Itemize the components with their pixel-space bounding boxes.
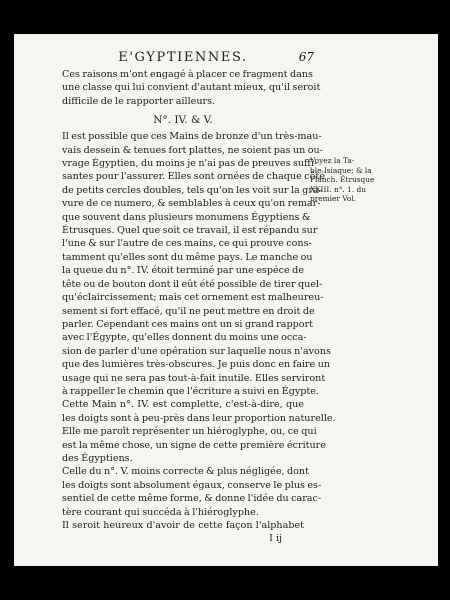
text-line: des Égyptiens.: [62, 452, 133, 464]
text-line: santes pour l'assurer. Elles sont ornées de chaque côté: [62, 171, 325, 183]
text-line: de petits cercles doubles, tels qu'on les voit sur la gra-: [62, 184, 322, 196]
text-line: Ces raisons m'ont engagé à placer ce fragment dans: [62, 69, 313, 80]
text-line: une classe qui lui convient d'autant mieux, qu'il seroit: [62, 82, 321, 94]
running-head: [62, 50, 314, 68]
section-heading: N°. IV. & V.: [153, 114, 213, 127]
text-line: vais dessein & tenues fort plattes, ne soient pas un ou-: [62, 144, 323, 156]
margin-note-line: premier Vol.: [310, 194, 357, 204]
book-page: [14, 34, 438, 566]
text-line: tère courant qui succéda à l'hiéroglyphe.: [62, 506, 259, 518]
signature-mark: I ij: [269, 533, 282, 545]
margin-note-line: Voyez la Ta-: [310, 156, 355, 165]
paragraph-3: [62, 465, 322, 519]
margin-note: [310, 156, 378, 204]
text-line: sion de parler d'une opération sur laquelle nous n'avons: [62, 345, 331, 357]
text-line: difficile de le rapporter ailleurs.: [62, 95, 216, 107]
text-line: sentiel de cette même forme, & donne l'idée du carac-: [62, 493, 322, 505]
text-line: vure de ce numero, & semblables à ceux qu'on remar-: [62, 198, 321, 210]
text-line: sement si fort effacé, qu'il ne peut mettre en droit de: [62, 305, 315, 317]
text-line: Celle du n°. V. moins correcte & plus négligée, dont: [62, 466, 309, 478]
text-line: l'une & sur l'autre de ces mains, ce qui prouve cons-: [62, 238, 312, 250]
text-line: tamment qu'elles sont du même pays. Le manche ou: [62, 251, 313, 263]
text-line: Il est possible que ces Mains de bronze d'un très-mau-: [62, 131, 322, 143]
margin-note-line: XXIII. n°. 1. du: [310, 184, 367, 194]
text-line: vrage Égyptien, du moins je n'ai pas de preuves suffi-: [62, 158, 318, 170]
text-line: avec l'Égypte, qu'elles donnent du moins une occa-: [62, 332, 307, 344]
text-line: usage qui ne sera pas tout-à-fait inutile. Elles serviront: [62, 372, 326, 384]
text-line: que des lumières très-obscures. Je puis donc en faire un: [62, 359, 331, 371]
text-line: à rappeller le chemin que l'écriture a suivi en Égypte.: [62, 385, 319, 397]
text-line: les doigts sont à peu-près dans leur proportion naturelle.: [62, 412, 336, 424]
intro-paragraph: [62, 68, 321, 108]
running-head-title: E'GYPTIENNES.: [118, 50, 248, 65]
text-line: Il seroit heureux d'avoir de cette façon l'alphabet: [62, 520, 304, 531]
margin-note-line: ble Isiaque; & la: [310, 165, 372, 175]
text-line: est la même chose, un signe de cette première écriture: [62, 439, 326, 451]
text-line: les doigts sont absolument égaux, conserve le plus es-: [62, 479, 322, 491]
page-number: 67: [298, 50, 314, 64]
text-line: Cette Main n°. IV. est complette, c'est-à-dire, que: [62, 399, 304, 411]
paragraph-2: [62, 398, 336, 465]
text-line: tête ou de bouton dont il eût été possible de tirer quel-: [62, 278, 323, 290]
text-line: que souvent dans plusieurs monumens Égyptiens &: [62, 211, 311, 223]
text-line: la queue du n°. IV. étoit terminé par une espéce de: [62, 265, 304, 277]
margin-note-line: Planch. Étrusque: [310, 175, 375, 185]
paragraph-4: [62, 519, 304, 532]
text-line: Étrusques. Quel que soit ce travail, il est répandu sur: [62, 225, 318, 237]
paragraph-1: [62, 130, 331, 398]
text-line: qu'éclaircissement; mais cet ornement est malheureu-: [62, 292, 324, 304]
text-line: Elle me paroît représenter un hiéroglyphe, ou, ce qui: [62, 426, 317, 438]
text-line: parler. Cependant ces mains ont un si grand rapport: [62, 318, 313, 330]
